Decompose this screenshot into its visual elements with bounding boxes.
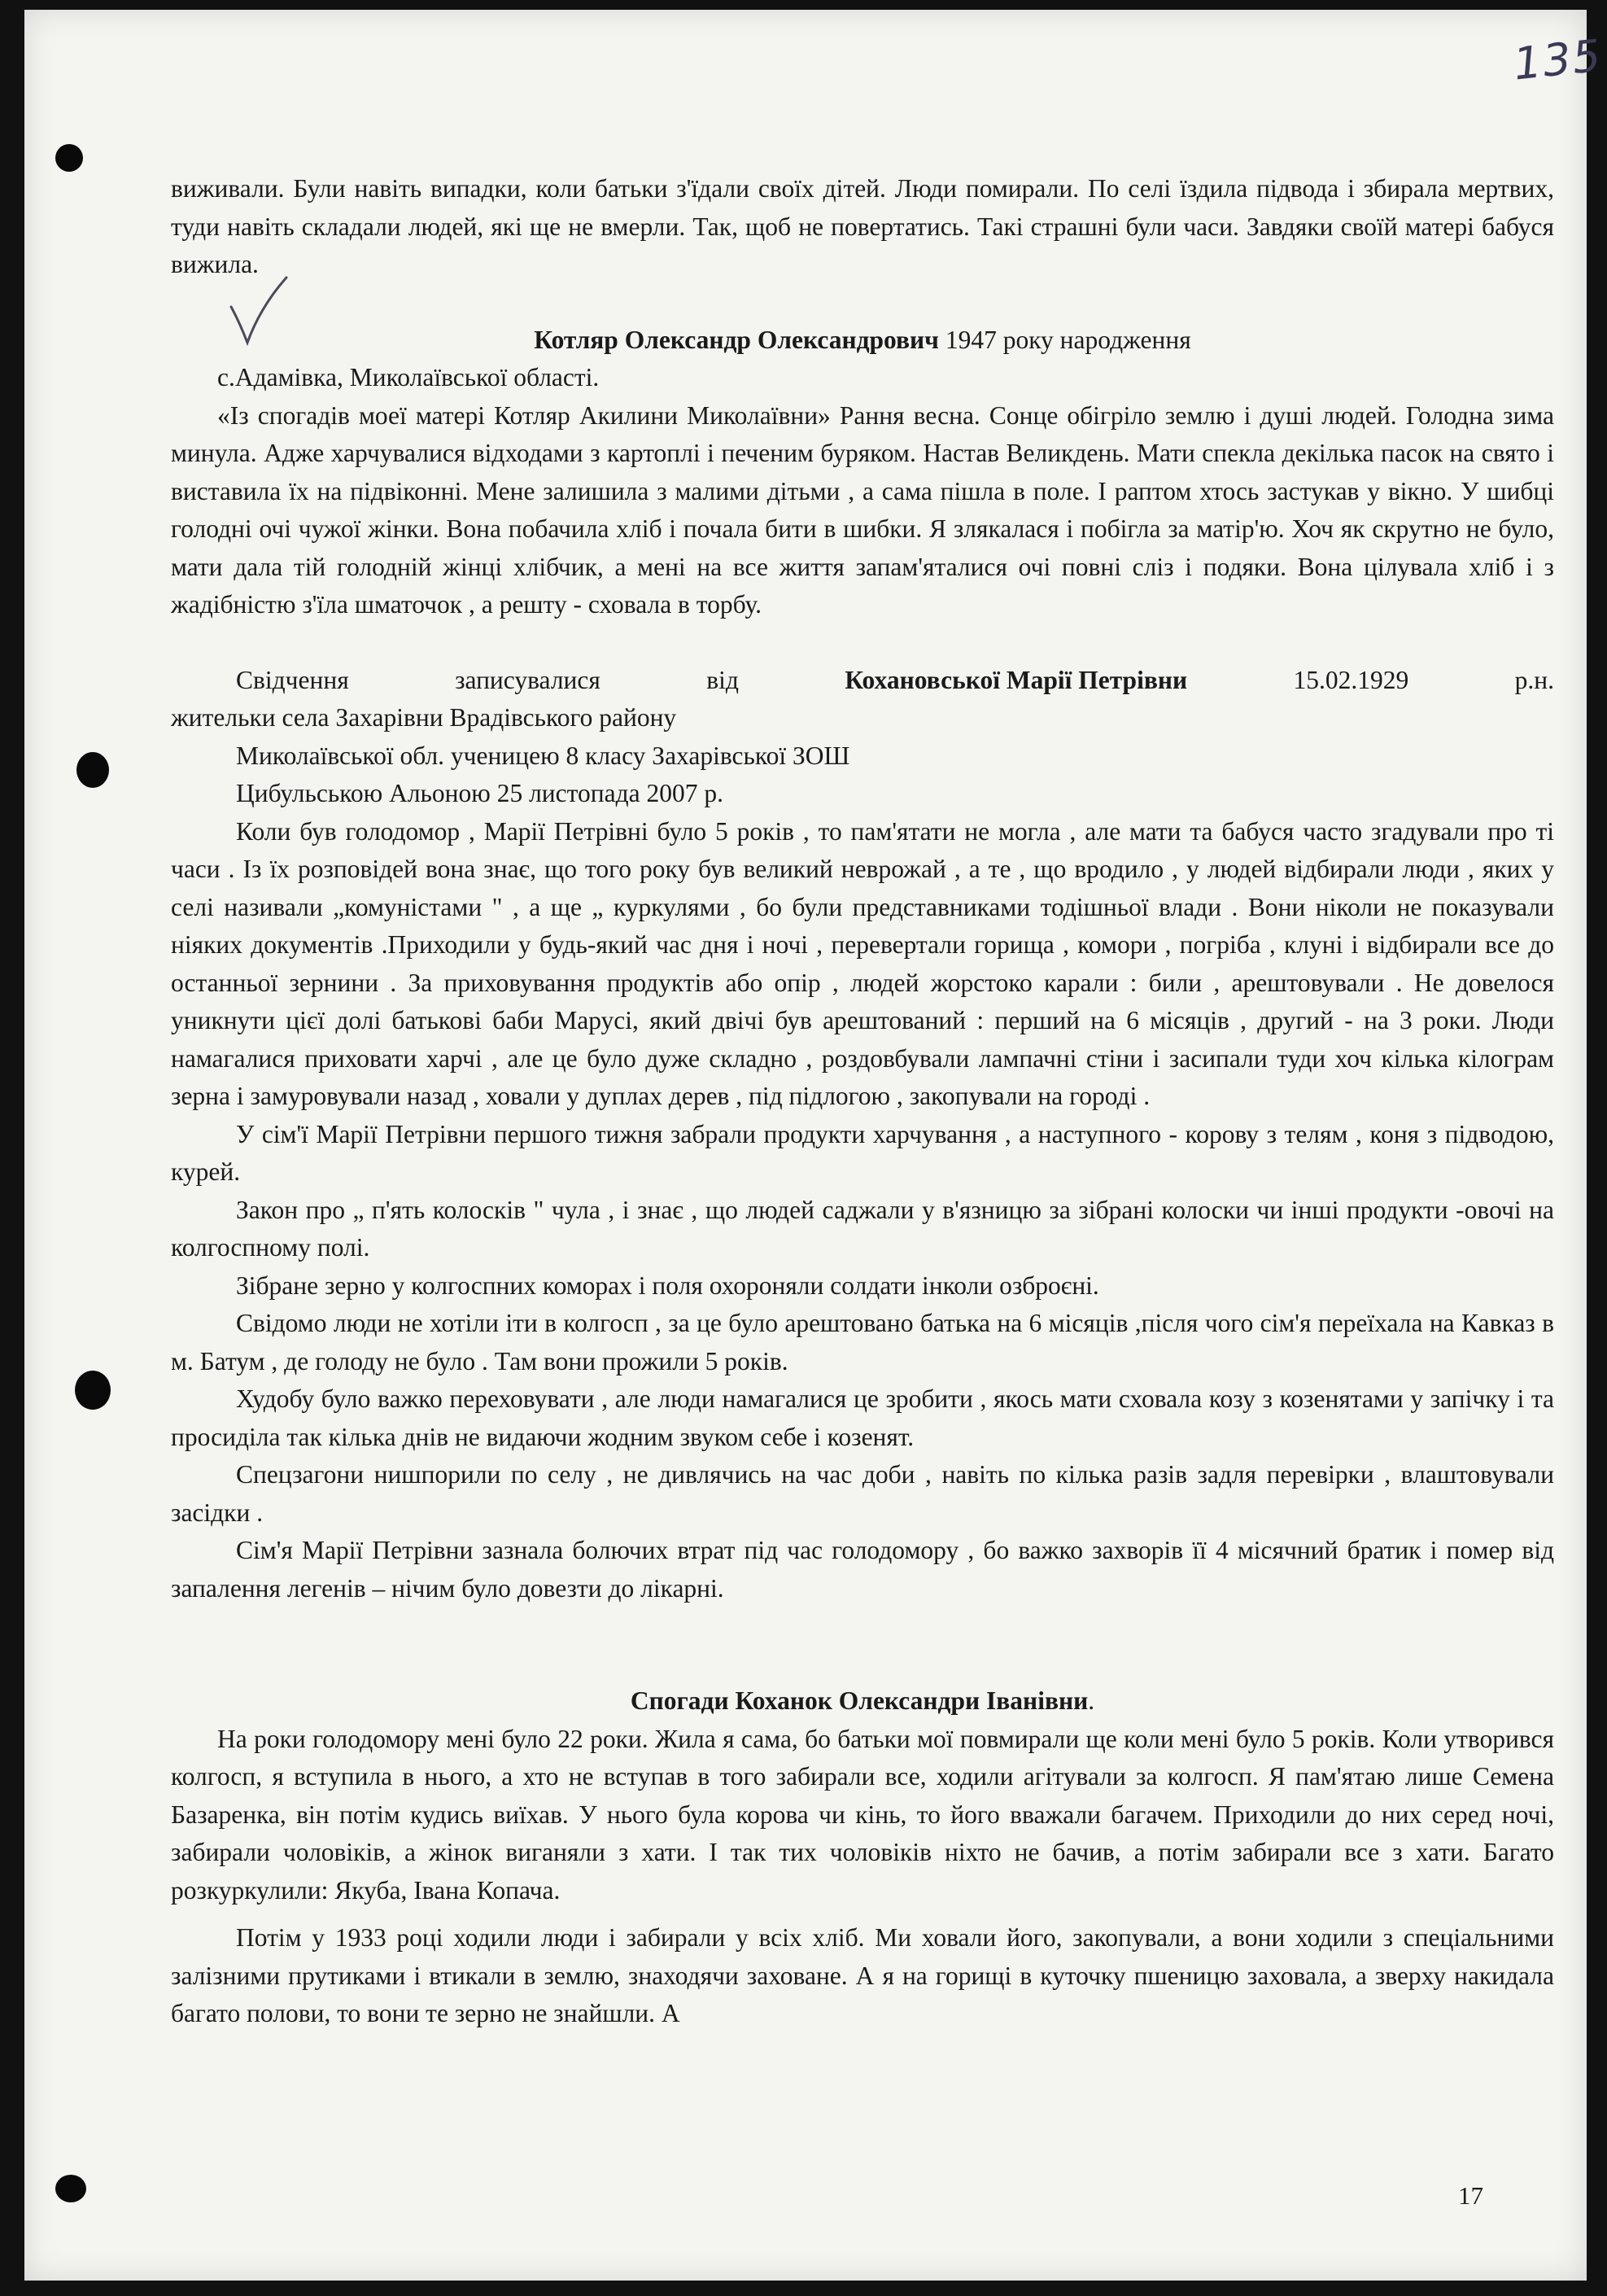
kokhanovska-paragraph: Худобу було важко переховувати , але люди намагалися це зробити , якось мати сховала козу з козенятами у запічку і та просиділа так кілька днів не видаючи жодним звуком себе і козенят. [171, 1384, 1554, 1451]
kokhanovska-paragraph: Зібране зерно у колгоспних коморах і поля охороняли солдати інколи озброєні. [236, 1270, 1099, 1300]
spacer [171, 624, 1554, 662]
kokhanok-paragraph: Потім у 1933 році ходили люди і забирали у всіх хліб. Ми ховали його, закопували, а вони ходили з спеціальними залізними прутиками і втикали в землю, знаходячи заховане. А я на горищі в куточку пшеницю заховала, а зверху накидала багато полови, то вони те зерно не знайшли. А [171, 1923, 1554, 2027]
text-block [171, 170, 1554, 2033]
spacer [171, 284, 1554, 321]
kotliar-place: с.Адамівка, Миколаївської області. [217, 363, 600, 391]
kokhanovska-paragraph: У сім'ї Марії Петрівни першого тижня забрали продукти харчування , а наступного - корову з телям , коня з підводою, курей. [171, 1119, 1554, 1186]
kokhanok-paragraph: На роки голодомору мені було 22 роки. Жила я сама, бо батьки мої повмирали ще коли мені було 5 років. Коли утворився колгосп, я вступила в нього, а хто не вступав в того забирали все, ходили агітували за колгосп. Я пам'ятаю лише Семена Базаренка, він потім кудись виїхав. У нього була корова чи кінь, то його вважали багачем. Приходили до них серед ночі, забирали чоловіків, а жінок виганяли з хати. І так тих чоловіків ніхто не бачив, а потім забирали все з хати. Багато розкуркулили: Якуба, Івана Копача. [171, 1724, 1554, 1905]
intro-word: Свідчення [236, 665, 349, 694]
kokhanovska-paragraph: Закон про „ п'ять колосків " чула , і знає , що людей саджали у в'язницю за зібрані колоски чи інші продукти -овочі на колгоспному полі. [171, 1195, 1554, 1262]
kokhanok-title: Спогади Коханок Олександри Іванівни [630, 1686, 1089, 1715]
kotliar-heading [171, 321, 1554, 360]
punch-hole [75, 1371, 111, 1410]
kokhanok-title-period: . [1088, 1686, 1095, 1715]
kokhanovska-paragraph: Свідомо люди не хотіли іти в колгосп , за це було арештовано батька на 6 місяців ,після чого сім'я переїхала на Кавказ в м. Батум , де голоду не було . Там вони прожили 5 років. [171, 1309, 1554, 1375]
kokhanovska-paragraph: Спецзагони нишпорили по селу , не дивлячись на час доби , навіть по кілька разів задля перевірки , влаштовували засідки . [171, 1460, 1554, 1527]
intro-word: від [706, 665, 739, 694]
punch-hole [55, 2175, 86, 2202]
kotliar-name: Котляр Олександр Олександрович [534, 325, 939, 354]
punch-hole [76, 752, 109, 788]
kokhanok-heading [171, 1682, 1554, 1721]
archive-page-number: 135 [1511, 29, 1605, 90]
kotliar-story: «Із спогадів моеї матері Котляр Акилини Миколаївни» Рання весна. Сонце обігріло землю і душі людей. Голодна зима минула. Адже харчувалися відходами з картоплі і печеним буряком. Настав Великдень. Мати спекла декілька пасок на свято і виставила їх на підвіконні. Мене залишила з малими дітьми , а сама пішла в поле. І раптом хтось застукав у вікно. У шибці голодні очі чужої жінки. Вона побачила хліб і почала бити в шибки. Я злякалася і побігла за матір'ю. Хоч як скрутно не було, мати дала тій голодній жінці хлібчик, а мені на все життя запам'яталися очі повні сліз і подяки. Вона цілувала хліб і з жадібністю з'їла шматочок , а решту - сховала в торбу. [171, 400, 1554, 619]
born-abbrev: р.н. [1514, 665, 1554, 694]
punch-hole [55, 144, 83, 172]
page-number: 17 [1458, 2181, 1483, 2210]
kokhanovska-paragraph: Сім'я Марії Петрівни зазнала болючих втрат під час голодомору , бо важко захворів її 4 місячний братик і помер від запалення легенів – нічим було довезти до лікарні. [171, 1536, 1554, 1603]
kokhanovska-record-date: Цибульською Альоною 25 листопада 2007 р. [236, 779, 723, 807]
spacer [171, 1607, 1554, 1682]
kokhanovska-name: Кохановської Марії Петрівни [845, 665, 1188, 694]
kokhanovska-recorder: Миколаївської обл. ученицею 8 класу Захарівської ЗОШ [236, 741, 850, 770]
kokhanovska-residence: жительки села Захарівни Врадівського району [171, 703, 677, 732]
kokhanovska-intro-line [171, 662, 1554, 700]
kotliar-birth-year: 1947 року народження [938, 325, 1191, 354]
kokhanovska-birth-date: 15.02.1929 [1293, 665, 1409, 694]
intro-word: записувалися [455, 665, 600, 694]
document-page [24, 10, 1605, 2281]
kokhanovska-paragraph: Коли був голодомор , Марії Петрівні було 5 років , то пам'ятати не могла , але мати та бабуся часто згадували про ті часи . Із їх розповідей вона знає, що того року був великий неврожай , а те , що вродило , у людей відбирали люди , яких у селі називали „комуністами " , а ще „ куркулями , бо були представниками тодішньої влади . Вони ніколи не показували ніяких документів .Приходили у будь-який час дня і ночі , перевертали горища , комори , погріба , клуні і відбирали все до останньої зернини . За приховування продуктів або опір , людей жорстоко карали : били , арештовували . Не довелося уникнути цієї долі батькові баби Марусі, який двічі був арештований : перший на 6 місяців , другий - на 3 роки. Люди намагалися приховати харчі , але це було дуже складно , роздовбували лампачні стіни і засипали туди хоч кілька кілограм зерна і замуровували назад , ховали у дуплах дерев , під підлогою , закопували на городі . [171, 816, 1554, 1110]
intro-paragraph: виживали. Були навіть випадки, коли батьки з'їдали своїх дітей. Люди помирали. По селі їздила підвода і збирала мертвих, туди навіть складали людей, які ще не вмерли. Так, щоб не повертатись. Такі страшні були часи. Завдяки своїй матері бабуся вижила. [171, 174, 1554, 278]
